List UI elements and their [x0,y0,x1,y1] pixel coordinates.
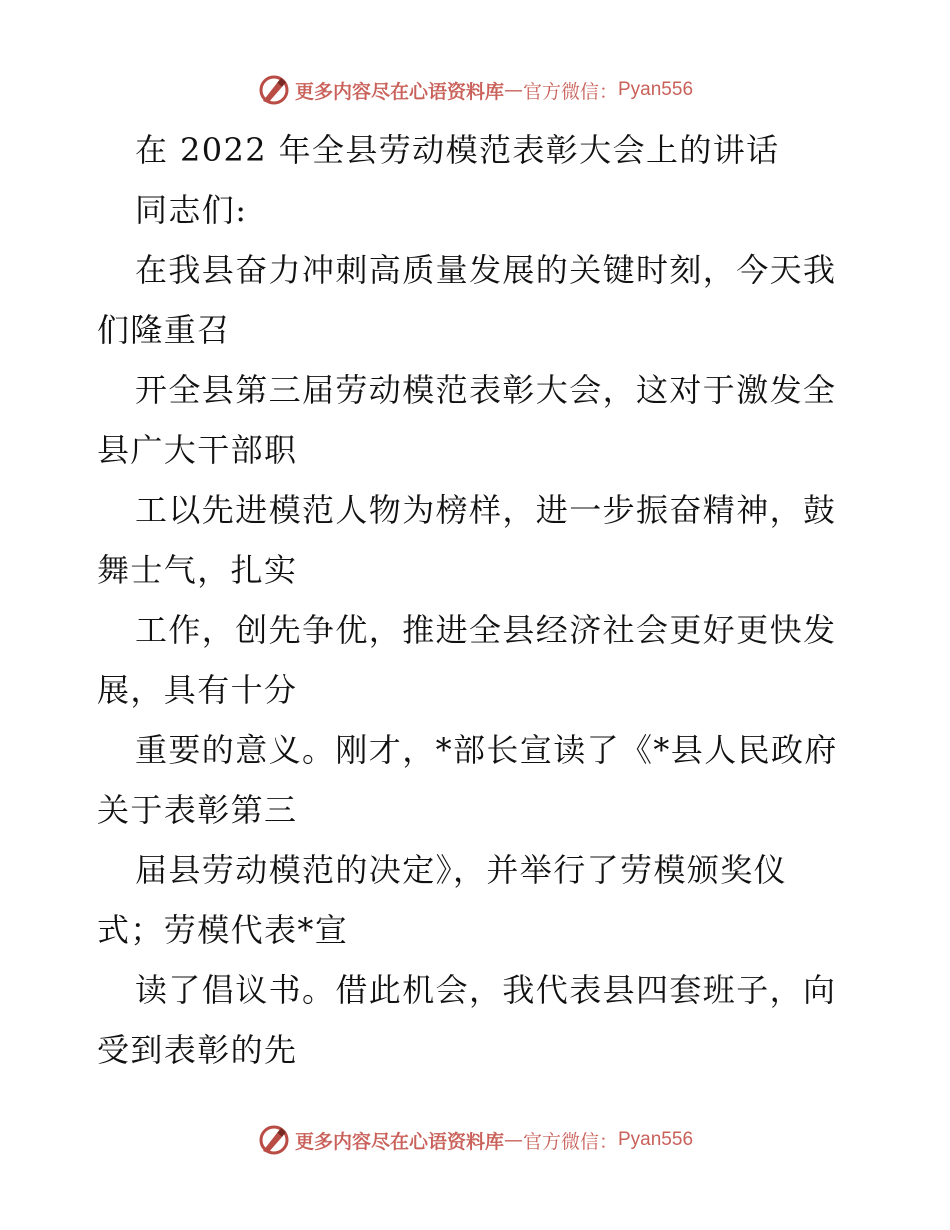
text-line: 开全县第三届劳动模范表彰大会，这对于激发全 [135,371,837,409]
text-line: 工以先进模范人物为榜样，进一步振奋精神，鼓 [135,491,837,529]
text-line: 工作，创先争优，推进全县经济社会更好更快发 [135,611,837,649]
watermark-wechat-id: Pyan556 [618,79,694,100]
text-line: 读了倡议书。借此机会，我代表县四套班子，向 [135,971,837,1009]
pen-logo-icon [257,73,291,107]
watermark-text: 更多内容尽在心语资料库 [294,1130,504,1153]
watermark-dash: — [503,79,523,101]
watermark-wechat-id: Pyan556 [618,1129,694,1150]
pen-logo-icon [257,1123,291,1157]
text-line: 受到表彰的先 [97,1031,298,1069]
text-line: 关于表彰第三 [97,791,298,829]
text-line: 届县劳动模范的决定》，并举行了劳模颁奖仪 [135,851,788,889]
header-watermark [0,70,950,110]
text-line: 县广大干部职 [97,431,298,469]
footer-watermark [0,1120,950,1160]
watermark-wechat-label: 官方微信： [522,1130,618,1153]
document-body [97,120,857,1080]
text-line: 式；劳模代表*宣 [97,911,349,949]
text-line: 重要的意义。刚才，*部长宣读了《*县人民政府 [135,731,838,769]
text-line: 展，具有十分 [97,671,298,709]
watermark-wechat-label: 官方微信： [522,80,618,103]
text-line: 们隆重召 [97,311,231,349]
text-line: 舞士气，扎实 [97,551,298,589]
watermark-dash: — [503,1129,523,1151]
text-line: 在我县奋力冲刺高质量发展的关键时刻，今天我 [135,251,837,289]
document-title: 在 2022 年全县劳动模范表彰大会上的讲话 [135,131,780,169]
salutation: 同志们: [135,191,248,229]
watermark-text: 更多内容尽在心语资料库 [294,80,504,103]
